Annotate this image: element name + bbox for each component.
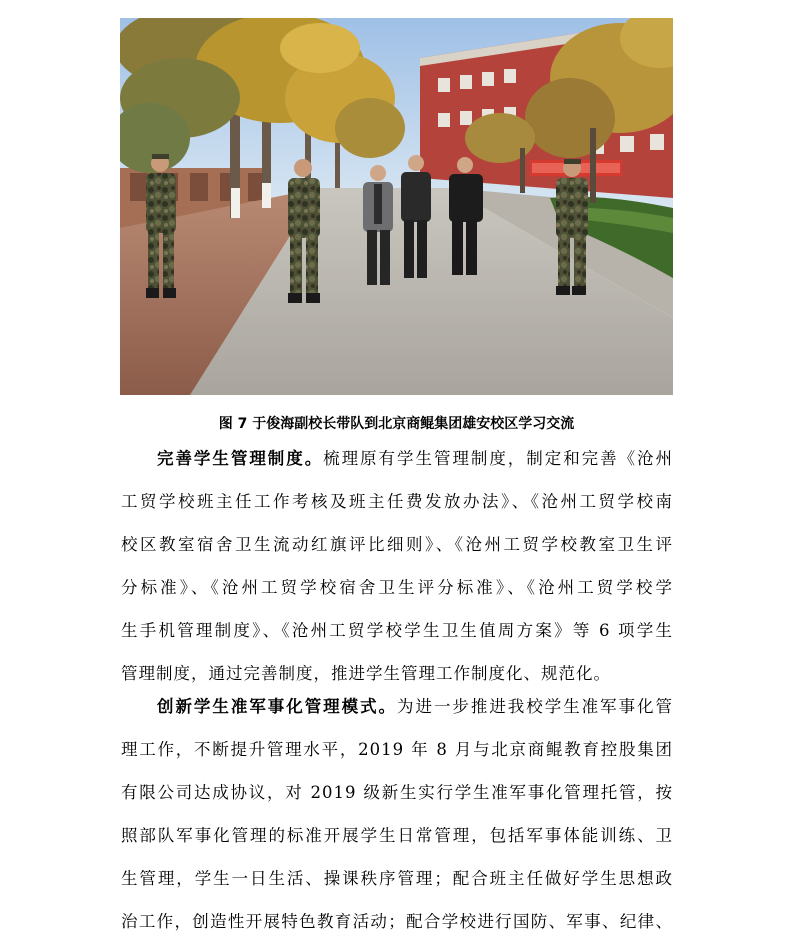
paragraph-text-line: 校区教室宿舍卫生流动红旗评比细则》、《沧州工贸学校教室卫生评 — [121, 535, 673, 554]
paragraph-heading: 完善学生管理制度。 — [157, 449, 324, 468]
paragraph-first-line — [121, 685, 673, 728]
paragraph-text-line: 管理制度，通过完善制度，推进学生管理工作制度化、规范化。 — [121, 664, 611, 683]
paragraph-text-line: 梳理原有学生管理制度，制定和完善《沧州 — [323, 449, 674, 468]
campus-walk-photo — [120, 18, 673, 395]
paragraph-military-management-mode — [121, 685, 673, 943]
paragraph-text-line: 生手机管理制度》、《沧州工贸学校学生卫生值周方案》等 6 项学生 — [121, 621, 673, 640]
paragraph-text-line: 为进一步推进我校学生准军事化管 — [397, 697, 674, 716]
paragraph-first-line — [121, 437, 673, 480]
figure-caption: 图 7 于俊海副校长带队到北京商鲲集团雄安校区学习交流 — [218, 416, 575, 432]
paragraph-text-line: 理工作，不断提升管理水平，2019 年 8 月与北京商鲲教育控股集团 — [121, 740, 673, 759]
paragraph-text-line: 照部队军事化管理的标准开展学生日常管理，包括军事体能训练、卫 — [121, 826, 673, 845]
paragraph-heading: 创新学生准军事化管理模式。 — [157, 697, 398, 716]
paragraph-text-line: 工贸学校班主任工作考核及班主任费发放办法》、《沧州工贸学校南 — [121, 492, 673, 511]
paragraph-text-line: 有限公司达成协议，对 2019 级新生实行学生准军事化管理托管，按 — [121, 783, 673, 802]
paragraph-text-line: 生管理，学生一日生活、操课秩序管理；配合班主任做好学生思想政 — [121, 869, 673, 888]
paragraph-student-management-rules — [121, 437, 673, 695]
paragraph-text-line: 分标准》、《沧州工贸学校宿舍卫生评分标准》、《沧州工贸学校学 — [121, 578, 673, 597]
paragraph-text-line: 治工作，创造性开展特色教育活动；配合学校进行国防、军事、纪律、 — [121, 912, 673, 931]
